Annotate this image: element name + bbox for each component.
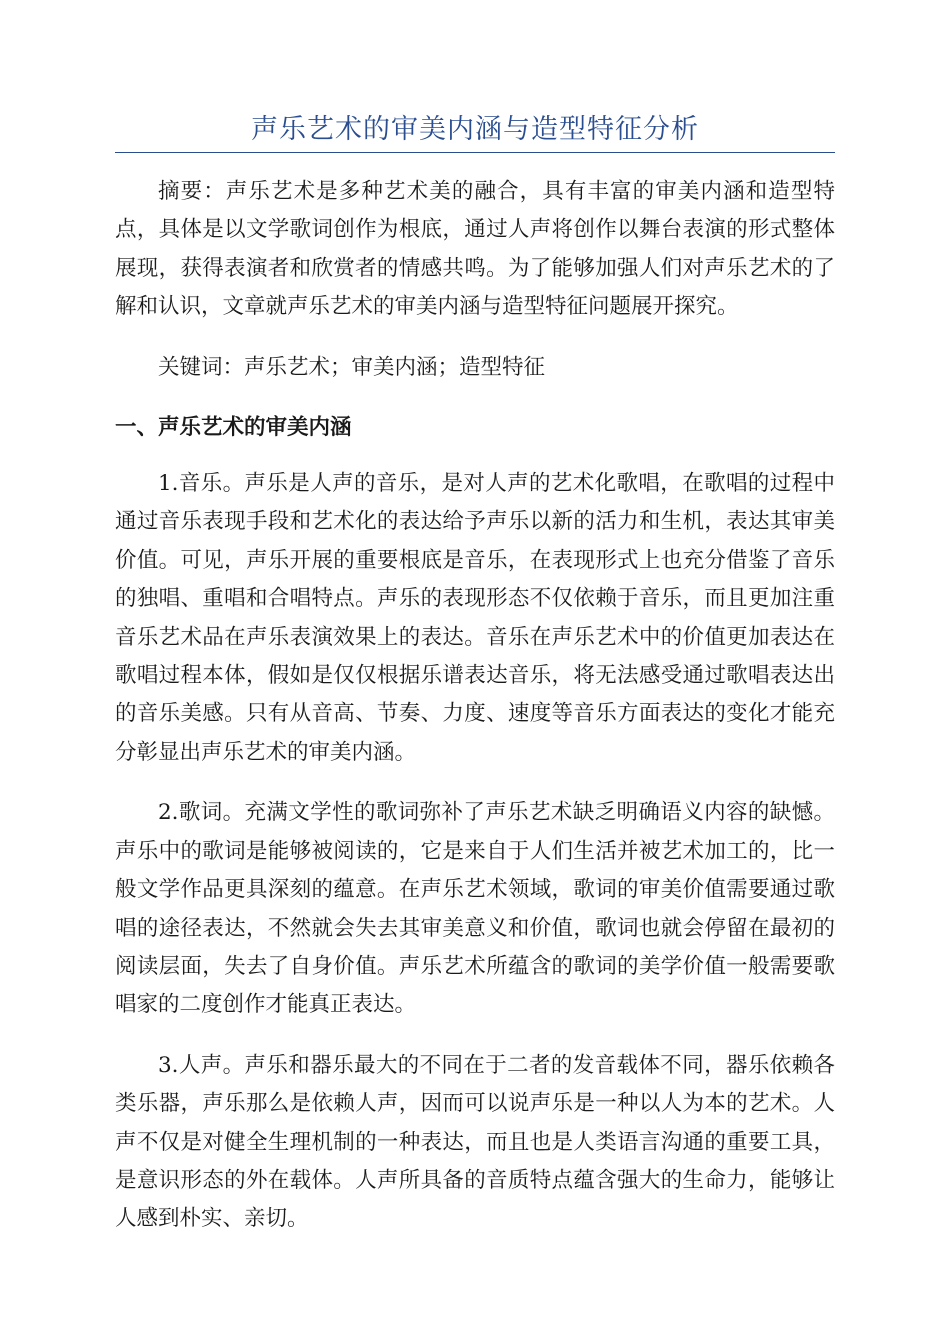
keywords-line: 关键词：声乐艺术；审美内涵；造型特征 xyxy=(158,354,546,380)
section-heading: 一、声乐艺术的审美内涵 xyxy=(115,415,352,441)
document-title: 声乐艺术的审美内涵与造型特征分析 xyxy=(251,114,699,145)
title-underline xyxy=(115,152,835,153)
paragraph-voice: 3.人声。声乐和器乐最大的不同在于二者的发音载体不同，器乐依赖各类乐器，声乐那么是依赖人声，因而可以说声乐是一种以人为本的艺术。人声不仅是对健全生理机制的一种表达，而且也是人类语言沟通的重要工具，是意识形态的外在载体。人声所具备的音质特点蕴含强大的生命力，能够让人感到朴实、亲切。 xyxy=(115,1052,835,1232)
paragraph-lyrics: 2.歌词。充满文学性的歌词弥补了声乐艺术缺乏明确语义内容的缺憾。声乐中的歌词是能够被阅读的，它是来自于人们生活并被艺术加工的，比一般文学作品更具深刻的蕴意。在声乐艺术领域，歌词的审美价值需要通过歌唱的途径表达，不然就会失去其审美意义和价值，歌词也就会停留在最初的阅读层面，失去了自身价值。声乐艺术所蕴含的歌词的美学价值一般需要歌唱家的二度创作才能真正表达。 xyxy=(115,800,835,1018)
document-page xyxy=(115,110,835,1261)
paragraph-music: 1.音乐。声乐是人声的音乐，是对人声的艺术化歌唱，在歌唱的过程中通过音乐表现手段和艺术化的表达给予声乐以新的活力和生机，表达其审美价值。可见，声乐开展的重要根底是音乐，在表现形式上也充分借鉴了音乐的独唱、重唱和合唱特点。声乐的表现形态不仅依赖于音乐，而且更加注重音乐艺术品在声乐表演效果上的表达。音乐在声乐艺术中的价值更加表达在歌唱过程本体，假如是仅仅根据乐谱表达音乐，将无法感受通过歌唱表达出的音乐美感。只有从音高、节奏、力度、速度等音乐方面表达的变化才能充分彰显出声乐艺术的审美内涵。 xyxy=(115,471,835,765)
abstract-paragraph: 摘要：声乐艺术是多种艺术美的融合，具有丰富的审美内涵和造型特点，具体是以文学歌词创作为根底，通过人声将创作以舞台表演的形式整体展现，获得表演者和欣赏者的情感共鸣。为了能够加强人们对声乐艺术的了解和认识，文章就声乐艺术的审美内涵与造型特征问题展开探究。 xyxy=(115,179,835,320)
